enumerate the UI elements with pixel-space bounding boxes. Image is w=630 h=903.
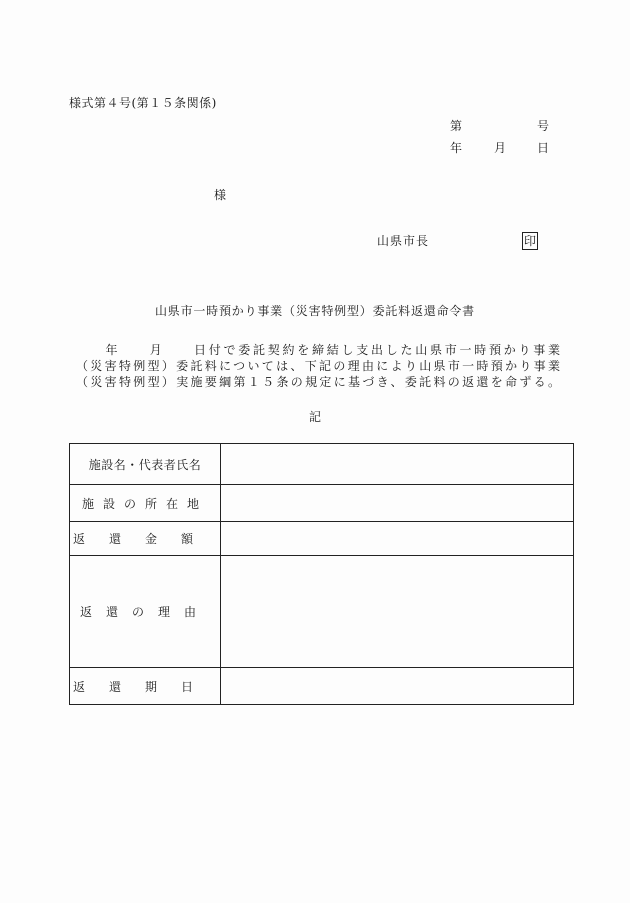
- row-label-refund-deadline: 返還期日: [70, 668, 221, 705]
- form-number: 様式第４号(第１５条関係): [69, 96, 217, 110]
- body-text-line-1: 年 月 日付で委託契約を締結し支出した山県市一時預かり事業: [76, 343, 560, 357]
- row-value-facility-representative: [221, 444, 574, 485]
- row-value-refund-deadline: [221, 668, 574, 705]
- document-number-suffix: 号: [537, 119, 550, 133]
- seal-stamp-box: 印: [523, 234, 536, 248]
- table-row: [70, 522, 574, 556]
- table-row: [70, 485, 574, 522]
- row-label-facility-representative: 施設名・代表者氏名: [70, 444, 221, 485]
- row-value-refund-reason: [221, 556, 574, 668]
- details-table: [69, 443, 574, 705]
- table-row: [70, 668, 574, 705]
- date-month-label: 月: [494, 141, 507, 155]
- document-number-prefix: 第: [450, 119, 463, 133]
- row-label-refund-amount: 返還金額: [70, 522, 221, 556]
- table-row: [70, 444, 574, 485]
- date-year-label: 年: [450, 141, 463, 155]
- row-label-facility-address: 施設の所在地: [70, 485, 221, 522]
- body-text-line-2: （災害特例型）委託料については、下記の理由により山県市一時預かり事業: [76, 359, 560, 373]
- document-title: 山県市一時預かり事業（災害特例型）委託料返還命令書: [154, 304, 475, 318]
- addressee-honorific: 様: [214, 188, 227, 202]
- ki-heading: 記: [309, 410, 322, 424]
- table-row: [70, 556, 574, 668]
- row-value-refund-amount: [221, 522, 574, 556]
- date-day-label: 日: [537, 141, 550, 155]
- body-text-line-3: （災害特例型）実施要綱第１５条の規定に基づき、委託料の返還を命ずる。: [76, 375, 560, 389]
- row-value-facility-address: [221, 485, 574, 522]
- issuer-name: 山県市長: [377, 234, 430, 248]
- row-label-refund-reason: 返還の理由: [70, 556, 221, 668]
